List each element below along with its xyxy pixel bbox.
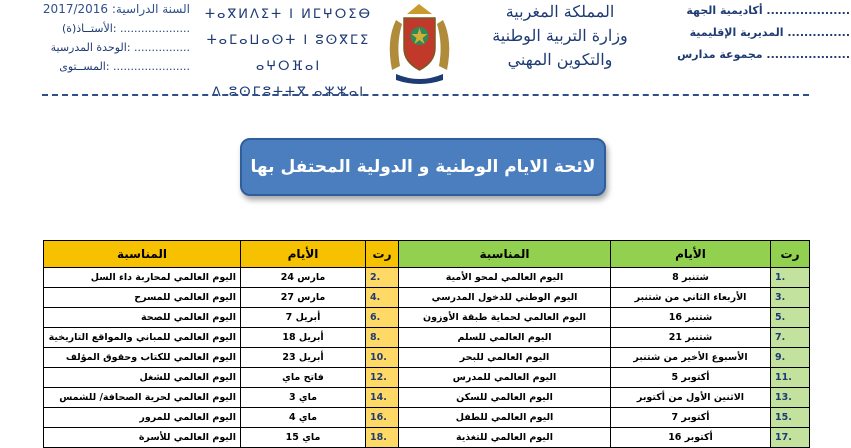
col-header-num-left: رت bbox=[366, 241, 399, 268]
number-cell: 15. bbox=[771, 408, 810, 428]
table-row bbox=[44, 288, 810, 308]
date-cell: 8 شتنبر bbox=[611, 268, 771, 288]
occasion-cell: اليوم العالمي للشغل bbox=[44, 368, 241, 388]
coat-of-arms-emblem bbox=[382, 0, 457, 86]
occasion-cell: اليوم العالمي للتغذية bbox=[399, 428, 611, 448]
col-header-occasion-right: المناسبة bbox=[399, 241, 611, 268]
number-cell: 12. bbox=[366, 368, 399, 388]
table-row bbox=[44, 388, 810, 408]
number-cell: 13. bbox=[771, 388, 810, 408]
kingdom-name: المملكة المغربية bbox=[505, 2, 615, 21]
directorate-field: المديرية الإقليمية ............... bbox=[689, 26, 850, 39]
number-cell: 10. bbox=[366, 348, 399, 368]
occasion-cell: اليوم العالمي للمرور bbox=[44, 408, 241, 428]
date-cell: 5 أكتوبر bbox=[611, 368, 771, 388]
number-cell: 9. bbox=[771, 348, 810, 368]
header-school-info bbox=[0, 0, 190, 90]
occasion-cell: اليوم العالمي للطفل bbox=[399, 408, 611, 428]
page-title: لائحة الايام الوطنية و الدولية المحتفل بها bbox=[240, 138, 606, 196]
number-cell: 6. bbox=[366, 308, 399, 328]
header-arabic bbox=[465, 0, 655, 72]
occasion-cell: اليوم الوطني للدخول المدرسي bbox=[399, 288, 611, 308]
occasion-cell: اليوم العالمي لمحاربة داء السل bbox=[44, 268, 241, 288]
date-cell: 7 أبريل bbox=[241, 308, 366, 328]
date-cell: فاتح ماي bbox=[241, 368, 366, 388]
header-admin-info bbox=[665, 0, 850, 66]
occasion-cell: اليوم العالمي للسلم bbox=[399, 328, 611, 348]
col-header-num-right: رت bbox=[771, 241, 810, 268]
ministry-name: وزارة التربية الوطنية bbox=[492, 26, 628, 45]
teacher-field: الأستــاذ(ة): .................... bbox=[61, 22, 190, 35]
ministry-name-cont: والتكوين المهني bbox=[507, 50, 613, 69]
occasion-cell: اليوم العالمي لمحو الأمية bbox=[399, 268, 611, 288]
tifinagh-line: ⵜⴰⵎⴰⵡⴰⵙⵜ ⵏ ⵓⵙⴳⵎⵉ ⴰⵖⵔⴼⴰⵏ bbox=[206, 33, 371, 74]
date-cell: 16 أكتوبر bbox=[611, 428, 771, 448]
header-tifinagh bbox=[196, 2, 381, 106]
date-cell: 18 أبريل bbox=[241, 328, 366, 348]
col-header-occasion-left: المناسبة bbox=[44, 241, 241, 268]
occasion-cell: اليوم العالمي للصحة bbox=[44, 308, 241, 328]
date-cell: الاثنين الأول من أكتوبر bbox=[611, 388, 771, 408]
number-cell: 18. bbox=[366, 428, 399, 448]
occasion-cell: اليوم العالمي للمدرس bbox=[399, 368, 611, 388]
occasion-cell: اليوم العالمي للبحر bbox=[399, 348, 611, 368]
academy-field: أكاديمية الجهة .................... bbox=[686, 4, 850, 17]
number-cell: 17. bbox=[771, 428, 810, 448]
number-cell: 11. bbox=[771, 368, 810, 388]
date-cell: الأربعاء الثاني من شتنبر bbox=[611, 288, 771, 308]
number-cell: 7. bbox=[771, 328, 810, 348]
number-cell: 2. bbox=[366, 268, 399, 288]
table-row bbox=[44, 428, 810, 448]
date-cell: 15 ماي bbox=[241, 428, 366, 448]
date-cell: 21 شتنبر bbox=[611, 328, 771, 348]
header-divider bbox=[42, 94, 809, 96]
date-cell: 16 شتنبر bbox=[611, 308, 771, 328]
occasion-cell: اليوم العالمي للأسرة bbox=[44, 428, 241, 448]
occasion-cell: اليوم العالمي للسكن bbox=[399, 388, 611, 408]
table-row bbox=[44, 368, 810, 388]
col-header-date-left: الأيام bbox=[241, 241, 366, 268]
date-cell: 24 مارس bbox=[241, 268, 366, 288]
number-cell: 8. bbox=[366, 328, 399, 348]
date-cell: 7 أكتوبر bbox=[611, 408, 771, 428]
tifinagh-line: ⴷ ⵓⵙⵎⵓⵜⵜⴳ ⴰⵣⵣⴰⵏ bbox=[211, 85, 366, 100]
number-cell: 4. bbox=[366, 288, 399, 308]
level-field: المســتوى: ...................... bbox=[59, 60, 190, 73]
date-cell: الأسبوع الأخير من شتنبر bbox=[611, 348, 771, 368]
date-cell: 27 مارس bbox=[241, 288, 366, 308]
school-group-field: مجموعة مدارس .................... bbox=[677, 48, 850, 61]
number-cell: 16. bbox=[366, 408, 399, 428]
tifinagh-line: ⵜⴰⴳⵍⴷⵉⵜ ⵏ ⵍⵎⵖⵔⵉⴱ bbox=[204, 7, 373, 22]
number-cell: 5. bbox=[771, 308, 810, 328]
date-cell: 4 ماي bbox=[241, 408, 366, 428]
date-cell: 3 ماي bbox=[241, 388, 366, 408]
occasion-cell: اليوم العالمي لحماية طبقة الأوزون bbox=[399, 308, 611, 328]
table-header-row bbox=[44, 241, 810, 268]
table-row bbox=[44, 328, 810, 348]
number-cell: 3. bbox=[771, 288, 810, 308]
table-row bbox=[44, 268, 810, 288]
number-cell: 14. bbox=[366, 388, 399, 408]
occasion-cell: اليوم العالمي للمباني والمواقع التاريخية bbox=[44, 328, 241, 348]
school-unit-field: الوحدة المدرسية: ................ bbox=[50, 41, 190, 54]
occasion-cell: اليوم العالمي للمسرح bbox=[44, 288, 241, 308]
table-row bbox=[44, 408, 810, 428]
school-year: السنة الدراسية: 2017/2016 bbox=[42, 2, 190, 16]
table-row bbox=[44, 308, 810, 328]
number-cell: 1. bbox=[771, 268, 810, 288]
occasion-cell: اليوم العالمي لحرية الصحافة/ للشمس bbox=[44, 388, 241, 408]
table-row bbox=[44, 348, 810, 368]
date-cell: 23 أبريل bbox=[241, 348, 366, 368]
col-header-date-right: الأيام bbox=[611, 241, 771, 268]
occasion-cell: اليوم العالمي للكتاب وحقوق المؤلف bbox=[44, 348, 241, 368]
events-table bbox=[43, 240, 810, 448]
